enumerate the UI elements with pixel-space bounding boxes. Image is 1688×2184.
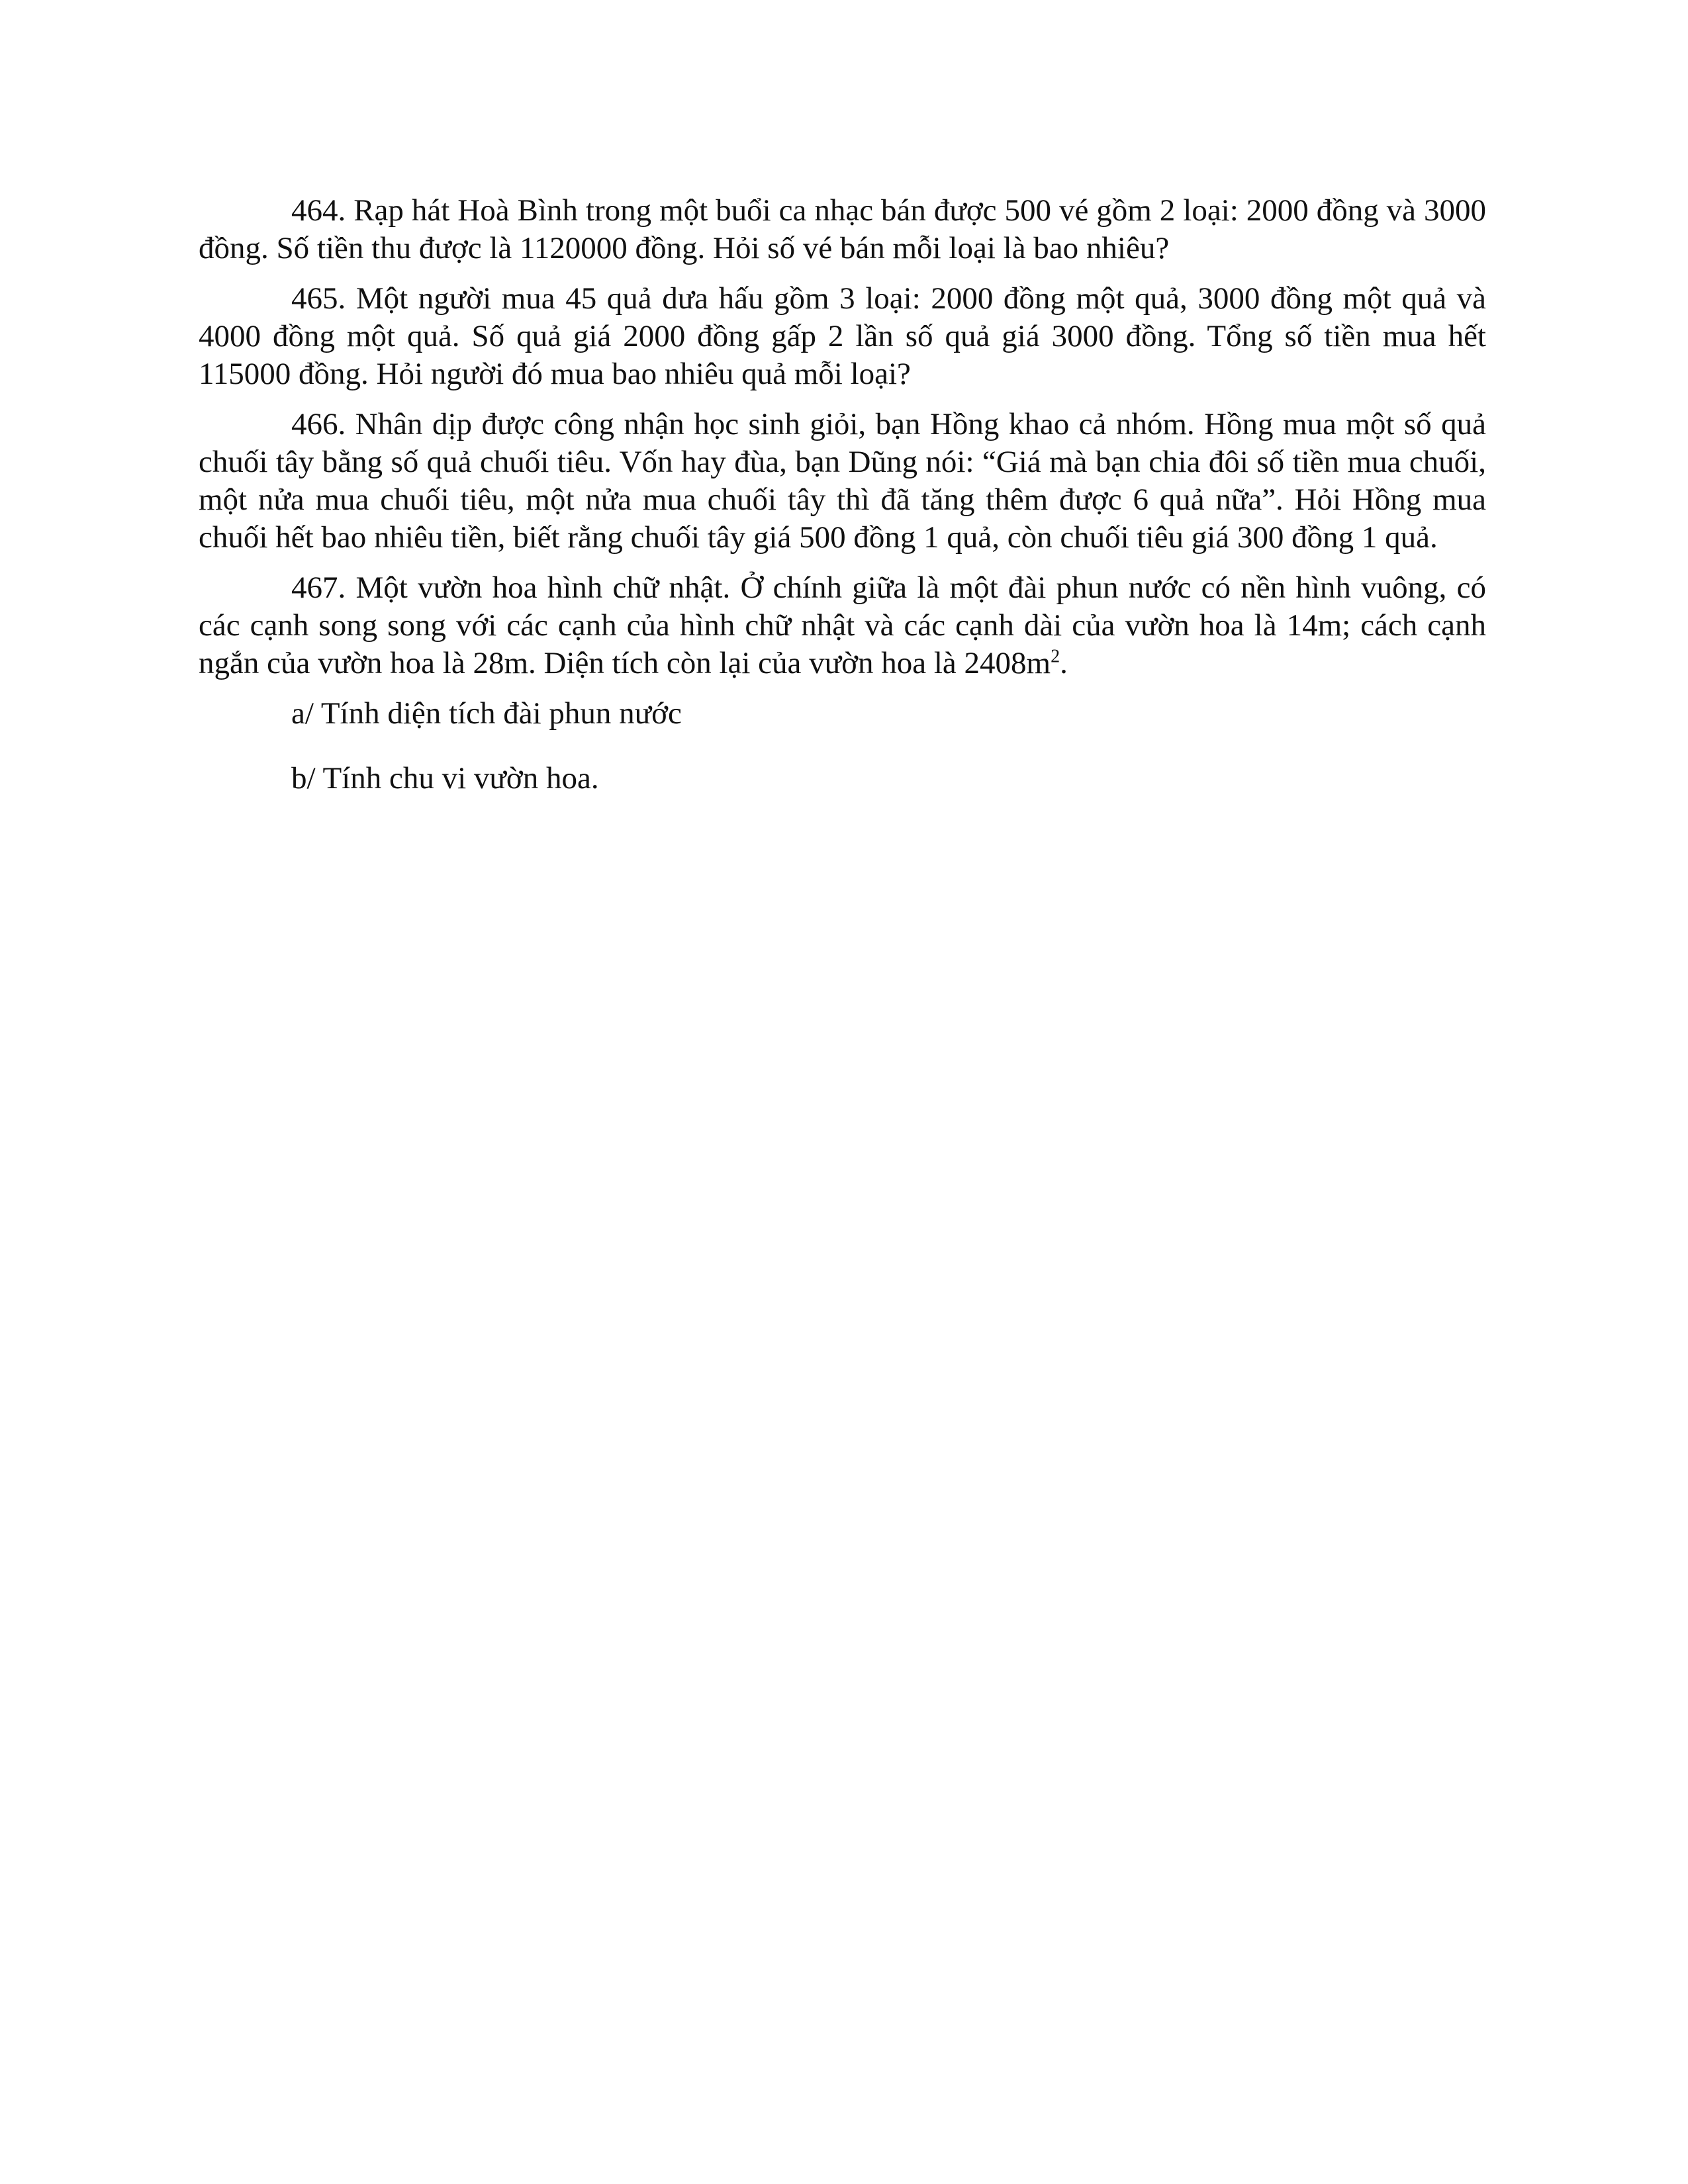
- problem-467-text: 467. Một vườn hoa hình chữ nhật. Ở chính giữa là một đài phun nước có nền hình vuông, có các cạnh song song với các cạnh của hình chữ nhật và các cạnh dài của vườn hoa là 14m; cách cạnh ngắn của vườn hoa là 28m. Diện tích còn lại của vườn hoa là 2408m: [199, 570, 1486, 680]
- area-unit-superscript: 2: [1051, 646, 1060, 667]
- problem-466: 466. Nhân dịp được công nhận học sinh giỏi, bạn Hồng khao cả nhóm. Hồng mua một số quả chuối tây bằng số quả chuối tiêu. Vốn hay đùa, bạn Dũng nói: “Giá mà bạn chia đôi số tiền mua chuối, một nửa mua chuối tiêu, một nửa mua chuối tây thì đã tăng thêm được 6 quả nữa”. Hỏi Hồng mua chuối hết bao nhiêu tiền, biết rằng chuối tây giá 500 đồng 1 quả, còn chuối tiêu giá 300 đồng 1 quả.: [199, 407, 1486, 555]
- problem-464: 464. Rạp hát Hoà Bình trong một buổi ca nhạc bán được 500 vé gồm 2 loại: 2000 đồng và 3000 đồng. Số tiền thu được là 1120000 đồng. Hỏi số vé bán mỗi loại là bao nhiêu?: [199, 193, 1486, 265]
- document-page: [199, 192, 1486, 825]
- problem-467-part-a: a/ Tính diện tích đài phun nước: [291, 696, 682, 731]
- problem-465: 465. Một người mua 45 quả dưa hấu gồm 3 loại: 2000 đồng một quả, 3000 đồng một quả và 4000 đồng một quả. Số quả giá 2000 đồng gấp 2 lần số quả giá 3000 đồng. Tổng số tiền mua hết 115000 đồng. Hỏi người đó mua bao nhiêu quả mỗi loại?: [199, 281, 1486, 391]
- problem-467-part-b: b/ Tính chu vi vườn hoa.: [291, 761, 599, 796]
- problem-467: [199, 569, 1486, 682]
- problem-467-end: .: [1060, 646, 1068, 680]
